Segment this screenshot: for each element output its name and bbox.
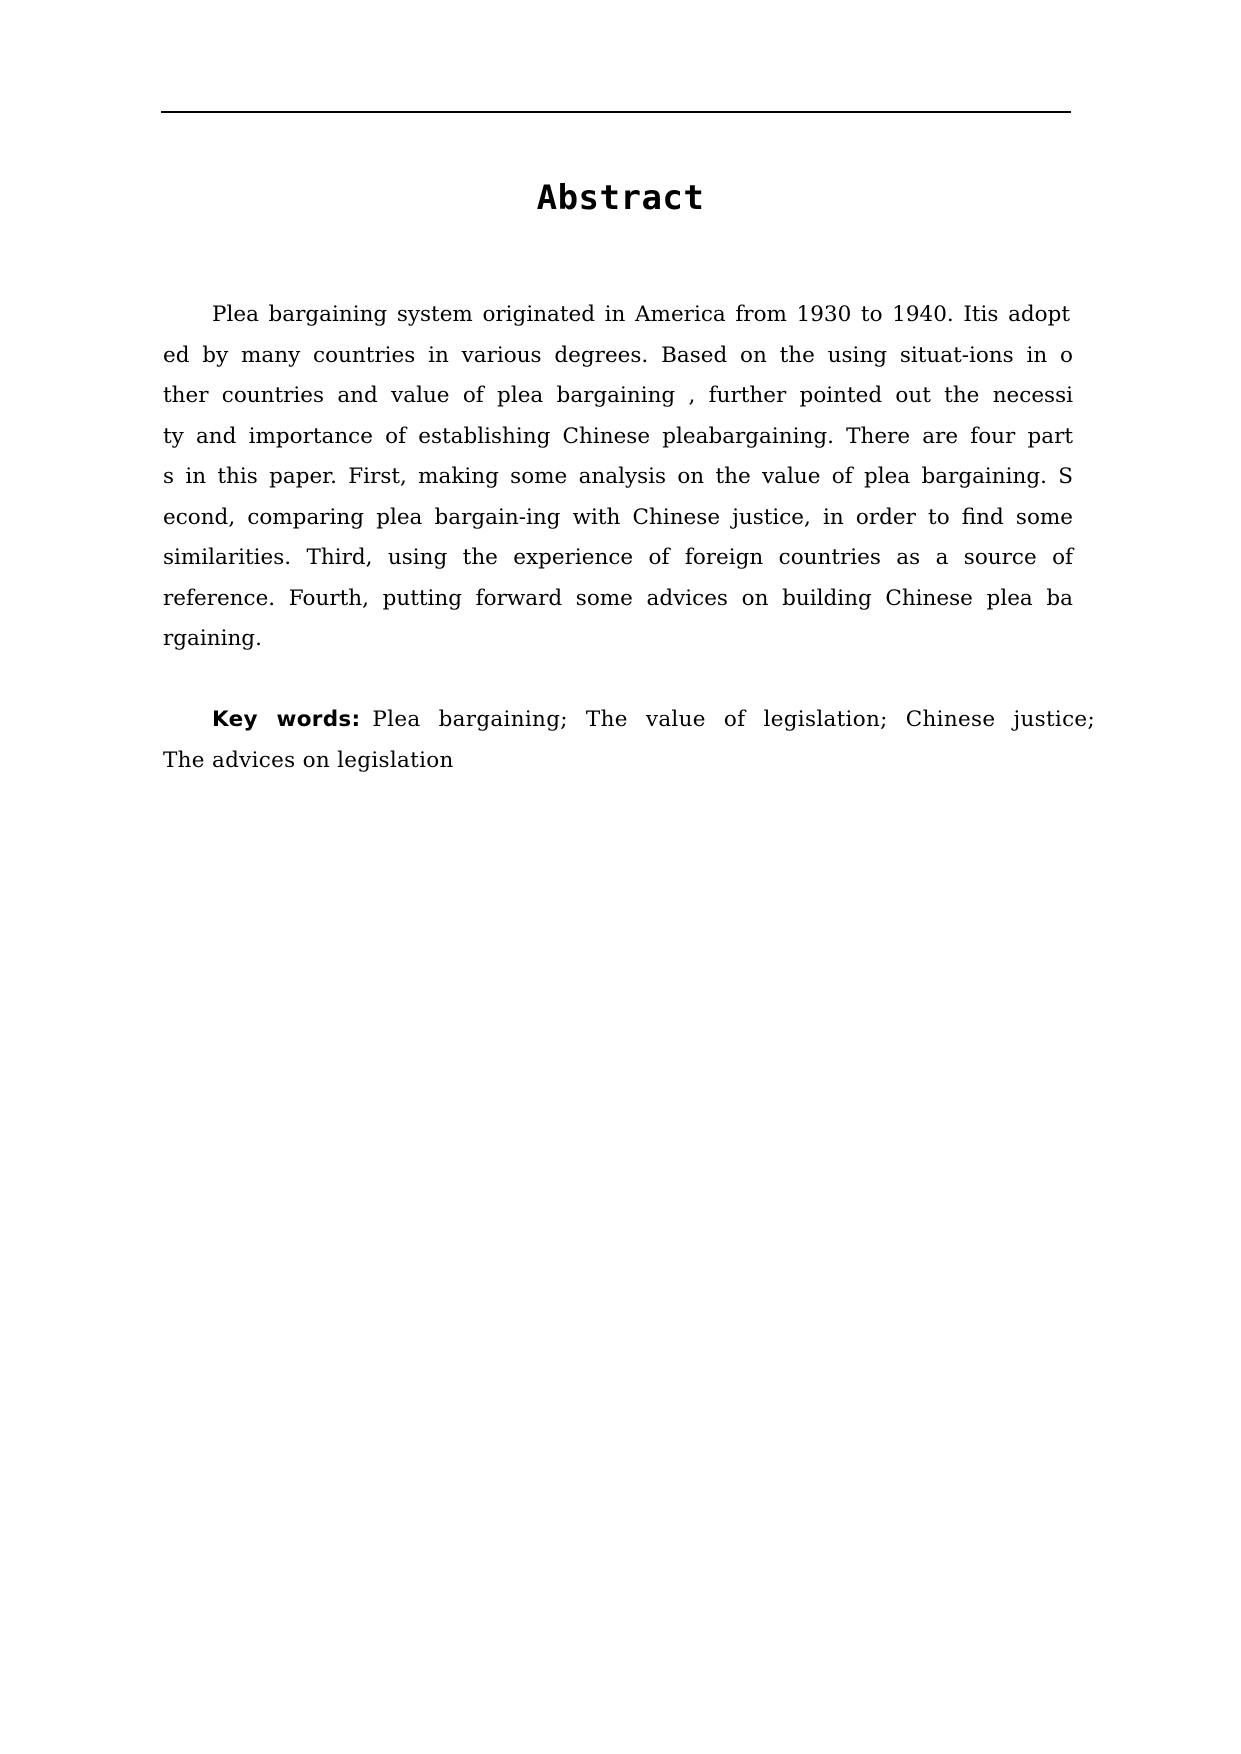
- abstract-line: similarities. Third, using the experience of foreign countries as a source of: [163, 545, 1073, 570]
- abstract-line: Plea bargaining system originated in America from 1930 to 1940. Itis adopt: [212, 302, 1070, 327]
- keywords-text: Plea bargaining; The value of legislation; Chinese justice;: [372, 707, 1095, 732]
- abstract-line: ty and importance of establishing Chinese pleabargaining. There are four part: [163, 423, 1073, 449]
- keywords-line: [212, 700, 1095, 741]
- page-title: Abstract: [536, 178, 705, 218]
- abstract-line: ther countries and value of plea bargaining , further pointed out the necessi: [163, 383, 1073, 408]
- abstract-line: rgaining.: [163, 626, 262, 651]
- abstract-line: s in this paper. First, making some analysis on the value of plea bargaining. S: [163, 464, 1073, 489]
- keywords-line: The advices on legislation: [163, 747, 454, 773]
- header-rule: [161, 111, 1071, 113]
- abstract-line: reference. Fourth, putting forward some advices on building Chinese plea ba: [163, 585, 1073, 611]
- abstract-line: ed by many countries in various degrees. Based on the using situat-ions in o: [163, 342, 1073, 368]
- keywords-label: Key words:: [212, 707, 361, 732]
- abstract-line: econd, comparing plea bargain-ing with Chinese justice, in order to find some: [163, 504, 1073, 530]
